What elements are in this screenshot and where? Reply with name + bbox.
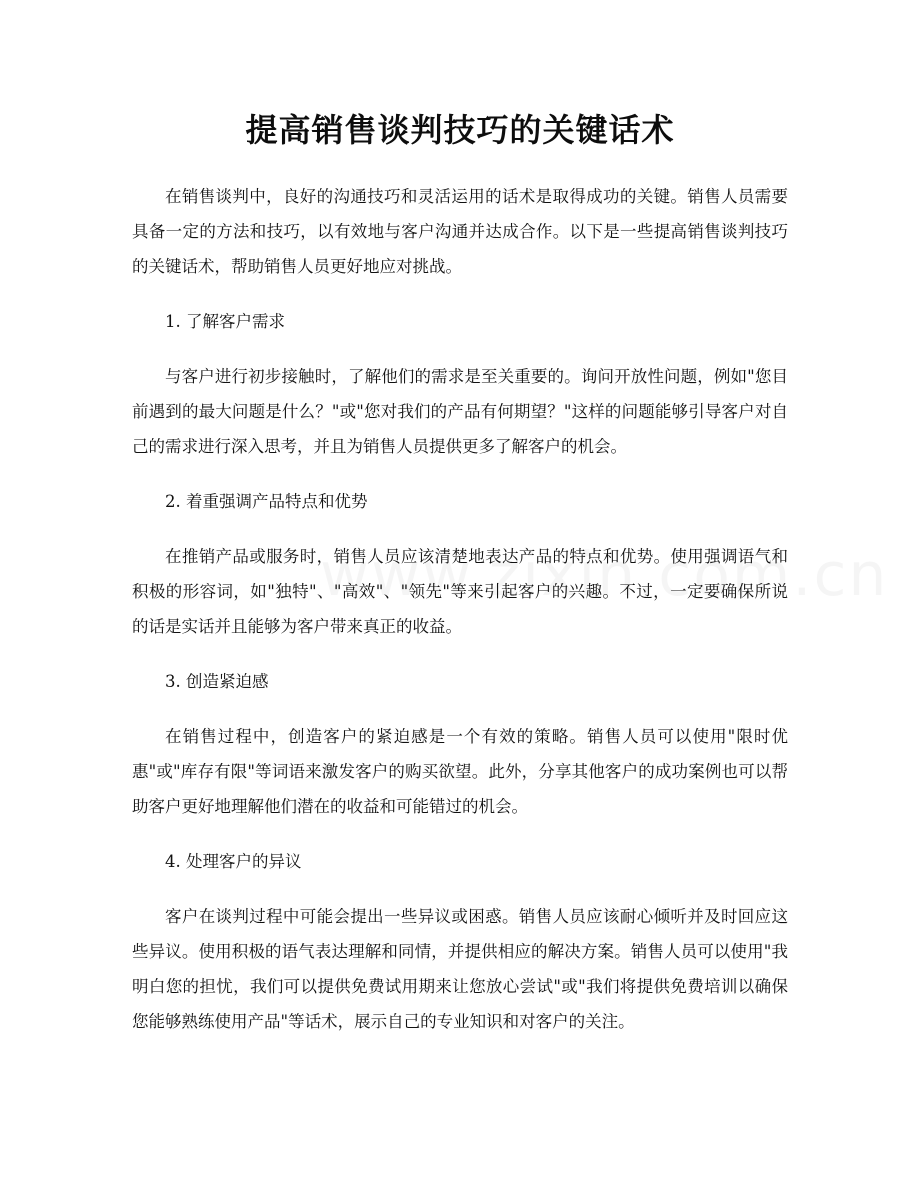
section-heading-2: 2. 着重强调产品特点和优势	[165, 492, 368, 511]
section-heading-4: 4. 处理客户的异议	[165, 852, 302, 871]
section-body-3: 在销售过程中，创造客户的紧迫感是一个有效的策略。销售人员可以使用"限时优惠"或"库存有限"等词语来激发客户的购买欲望。此外，分享其他客户的成功案例也可以帮助客户更好地理解他们潜在的收益和可能错过的机会。	[132, 727, 788, 816]
section-heading-1: 1. 了解客户需求	[165, 312, 285, 331]
page-title: 提高销售谈判技巧的关键话术	[245, 111, 675, 149]
section-body-1: 与客户进行初步接触时，了解他们的需求是至关重要的。询问开放性问题，例如"您目前遇到的最大问题是什么？"或"您对我们的产品有何期望？"这样的问题能够引导客户对自己的需求进行深入思考，并且为销售人员提供更多了解客户的机会。	[132, 367, 788, 456]
section-body-2: 在推销产品或服务时，销售人员应该清楚地表达产品的特点和优势。使用强调语气和积极的形容词，如"独特"、"高效"、"领先"等来引起客户的兴趣。不过，一定要确保所说的话是实话并且能够为客户带来真正的收益。	[132, 547, 788, 636]
section-heading-3: 3. 创造紧迫感	[165, 672, 269, 691]
document-body	[132, 179, 788, 1059]
intro-paragraph: 在销售谈判中，良好的沟通技巧和灵活运用的话术是取得成功的关键。销售人员需要具备一定的方法和技巧，以有效地与客户沟通并达成合作。以下是一些提高销售谈判技巧的关键话术，帮助销售人员更好地应对挑战。	[132, 187, 788, 276]
section-body-4: 客户在谈判过程中可能会提出一些异议或困惑。销售人员应该耐心倾听并及时回应这些异议。使用积极的语气表达理解和同情，并提供相应的解决方案。销售人员可以使用"我明白您的担忧，我们可以提供免费试用期来让您放心尝试"或"我们将提供免费培训以确保您能够熟练使用产品"等话术，展示自己的专业知识和对客户的关注。	[132, 907, 788, 1031]
